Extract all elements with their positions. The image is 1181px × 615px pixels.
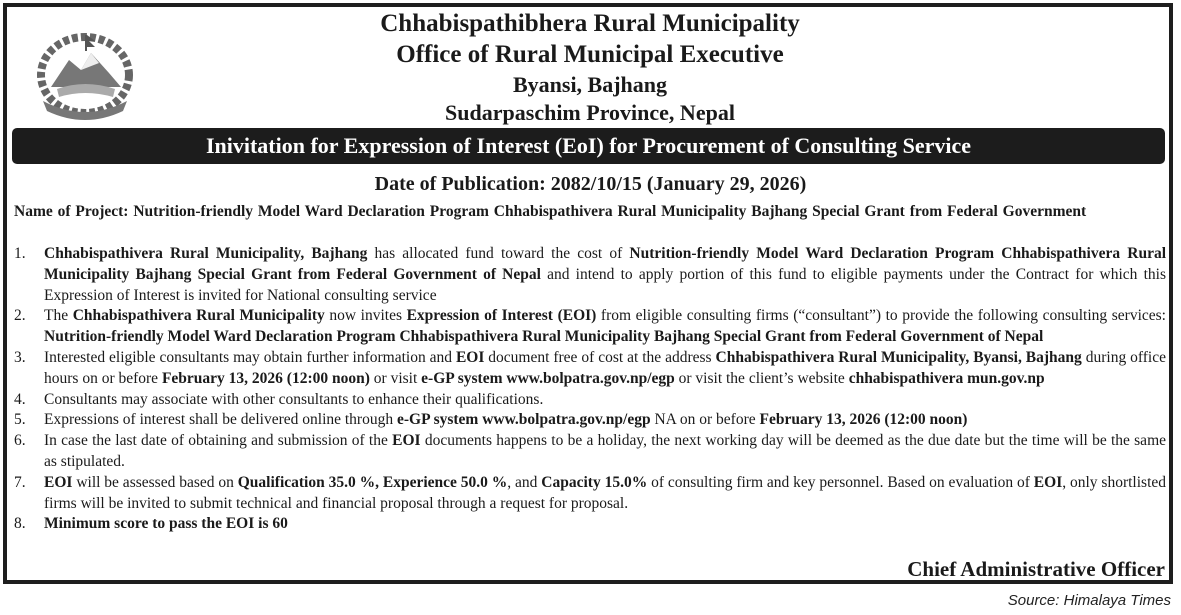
list-item: [14, 410, 1166, 431]
list-item-number: 7.: [14, 473, 26, 491]
text-run: The: [44, 307, 73, 325]
list-item-text: [44, 473, 1166, 515]
list-item-text: [44, 244, 1166, 306]
emphasized-text: Chhabispathivera Rural Municipality, Bajhang: [44, 245, 368, 262]
list-item-text: [44, 348, 1166, 390]
text-run: from eligible consulting firms (“consultant”) to provide the following consulting services:: [596, 307, 1166, 325]
emphasized-text: Expression of Interest (EOI): [406, 307, 597, 325]
text-run: , only shortlisted firms will be invited to submit technical and financial proposal through a request for proposal.: [44, 473, 1167, 512]
text-run: Consultants may associate with other consultants to enhance their qualifications.: [44, 390, 544, 408]
emphasized-text: Qualification 35.0 %, Experience 50.0 %: [237, 473, 508, 491]
emphasized-text: e-GP system www.bolpatra.gov.np/egp: [396, 411, 651, 429]
text-run: or visit the client’s website: [674, 369, 849, 387]
list-item-text: [44, 431, 1166, 473]
emphasized-text: Chhabispathivera Rural Municipality, Byansi, Bajhang: [715, 348, 1082, 366]
text-run: Expressions of interest shall be delivered online through: [44, 411, 397, 429]
emphasized-text: chhabispathivera mun.gov.np: [848, 369, 1045, 387]
emphasized-text: February 13, 2026 (12:00 noon): [759, 411, 968, 429]
emphasized-text: Chhabispathivera Rural Municipality: [72, 307, 325, 325]
province-country: Sudarpaschim Province, Nepal: [445, 100, 735, 125]
text-run: has allocated fund toward the cost of: [367, 245, 630, 262]
emphasized-text: EOI: [455, 348, 485, 366]
text-run: documents happens to be a holiday, the next working day will be deemed as the due date but the time will be the same as stipulated.: [44, 432, 1167, 470]
list-item-number: 2.: [14, 307, 26, 325]
list-item-text: [44, 306, 1166, 348]
emphasized-text: Nutrition-friendly Model Ward Declaration Program Chhabispathivera Rural Municipality Bajhang Special Grant from Federal Government of Nepal: [44, 245, 1167, 283]
text-run: will be assessed based on: [72, 473, 238, 491]
list-item-text: [44, 410, 1166, 431]
list-item: [14, 514, 1166, 535]
signatory-title: Chief Administrative Officer: [907, 557, 1165, 581]
list-item: [14, 431, 1166, 473]
list-item-number: 6.: [14, 432, 26, 450]
text-run: Interested eligible consultants may obtain further information and: [44, 348, 456, 366]
emphasized-text: Nutrition-friendly Model Ward Declaration Program Chhabispathivera Rural Municipality Bajhang Special Grant from Federal Government of Nepal: [44, 328, 1044, 346]
emphasized-text: February 13, 2026 (12:00 noon): [161, 369, 370, 387]
list-item-number: 8.: [14, 515, 26, 533]
text-run: during office hours on or before: [44, 348, 1166, 387]
list-item-text: [44, 514, 1166, 535]
list-item: [14, 348, 1166, 390]
source-credit: Source: Himalaya Times: [1007, 592, 1171, 609]
emphasized-text: e-GP system www.bolpatra.gov.np/egp: [421, 369, 675, 387]
list-item: [14, 244, 1166, 306]
notice-items-list: [14, 244, 1166, 535]
emphasized-text: Minimum score to pass the EOI is 60: [44, 515, 288, 533]
list-item: [14, 473, 1166, 515]
text-run: In case the last date of obtaining and submission of the: [44, 432, 393, 450]
project-name: Name of Project: Nutrition-friendly Model Ward Declaration Program Chhabispathivera Rural Municipality Bajhang Special Grant from Federal Government: [14, 203, 1087, 220]
list-item-text: [44, 390, 1166, 411]
emphasized-text: EOI: [1033, 473, 1063, 491]
list-item: [14, 390, 1166, 411]
list-item: [14, 306, 1166, 348]
emphasized-text: EOI: [392, 432, 421, 450]
list-item-number: 5.: [14, 411, 26, 429]
text-run: and intend to apply portion of this fund to eligible payments under the Contract for which this Expression of Interest is invited for National consulting service: [44, 265, 1167, 304]
municipality-name: Chhabispathibhera Rural Municipality: [380, 10, 800, 37]
text-run: document free of cost at the address: [484, 348, 716, 366]
nepal-government-emblem-icon: [29, 25, 141, 123]
emphasized-text: EOI: [44, 473, 73, 491]
text-run: NA on or before: [650, 411, 760, 429]
emphasized-text: Capacity 15.0%: [541, 473, 648, 491]
office-header: [200, 8, 980, 127]
text-run: now invites: [324, 307, 407, 325]
list-item-number: 4.: [14, 390, 26, 408]
list-item-number: 1.: [14, 245, 26, 262]
text-run: or visit: [369, 369, 422, 387]
office-name: Office of Rural Municipal Executive: [396, 41, 784, 68]
publication-date: Date of Publication: 2082/10/15 (January 29, 2026): [374, 173, 807, 195]
list-item-number: 3.: [14, 348, 26, 366]
notice-title-banner: Inivitation for Expression of Interest (EoI) for Procurement of Consulting Service: [12, 128, 1165, 164]
text-run: of consulting firm and key personnel. Based on evaluation of: [647, 473, 1034, 491]
text-run: , and: [507, 473, 542, 491]
office-location: Byansi, Bajhang: [512, 72, 668, 97]
